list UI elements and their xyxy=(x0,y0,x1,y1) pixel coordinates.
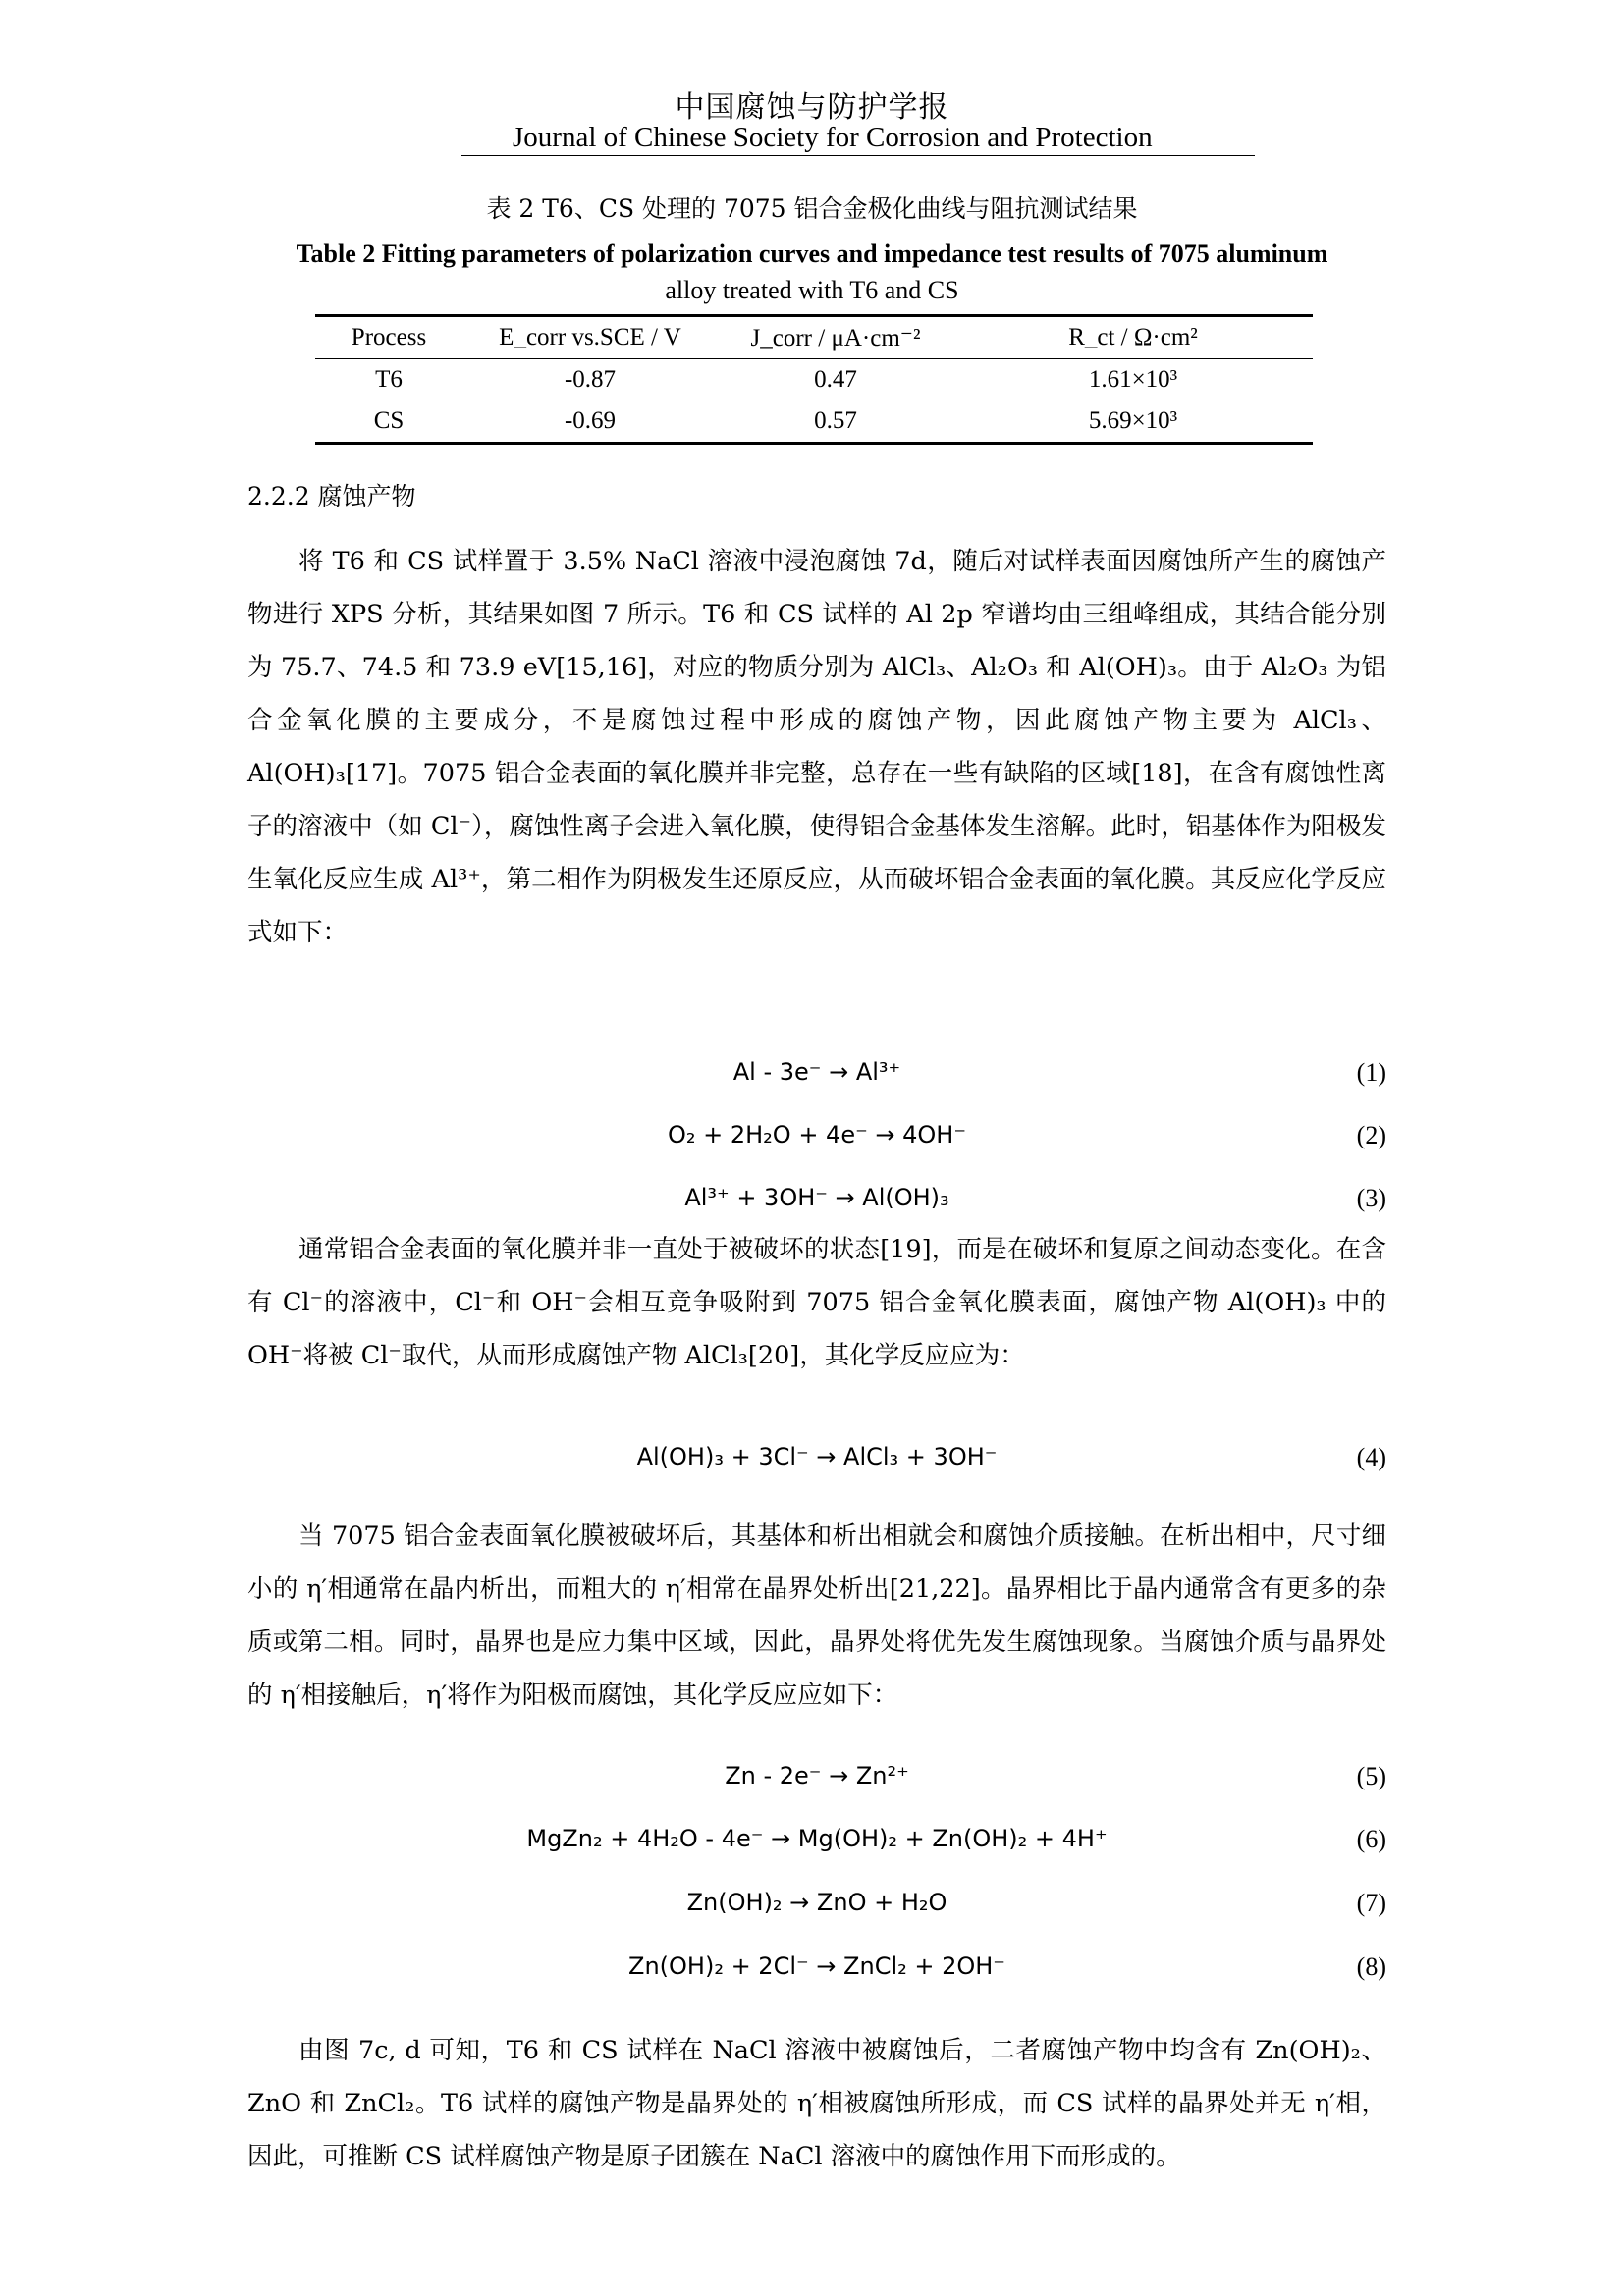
journal-title-en: Journal of Chinese Society for Corrosion and Protection xyxy=(461,122,1255,156)
equation-number: (7) xyxy=(1356,1889,1386,1917)
table-caption-cn: 表 2 T6、CS 处理的 7075 铝合金极化曲线与阻抗测试结果 xyxy=(486,194,1138,223)
paragraph-conclusion: 由图 7c, d 可知，T6 和 CS 试样在 NaCl 溶液中被腐蚀后，二者腐蚀产物中均含有 Zn(OH)₂、ZnO 和 ZnCl₂。T6 试样的腐蚀产物是晶界处的 η′相被腐蚀所形成，而 CS 试样的晶界处并无 η′相，因此，可推断 CS 试样腐蚀产物是原子团簇在 NaCl 溶液中的腐蚀作用下而形成的。 xyxy=(247,2036,1386,2171)
equation-number: (8) xyxy=(1356,1952,1386,1981)
equation-formula: Zn - 2e⁻ → Zn²⁺ xyxy=(725,1762,909,1789)
equation-number: (3) xyxy=(1356,1184,1386,1212)
equation-2 xyxy=(247,1121,1386,1160)
table-header-row xyxy=(315,316,1313,359)
col-header-process: Process xyxy=(351,324,427,350)
table-cell: -0.69 xyxy=(564,407,617,434)
journal-title-cn: 中国腐蚀与防护学报 xyxy=(675,90,949,125)
equation-8 xyxy=(247,1952,1386,1992)
table-cell: 5.69×10³ xyxy=(1088,407,1178,434)
equation-formula: Al(OH)₃ + 3Cl⁻ → AlCl₃ + 3OH⁻ xyxy=(636,1443,998,1470)
equation-number: (4) xyxy=(1356,1443,1386,1471)
equation-number: (2) xyxy=(1356,1121,1386,1149)
equation-3 xyxy=(247,1184,1386,1223)
equation-4 xyxy=(247,1443,1386,1482)
equation-number: (1) xyxy=(1356,1058,1386,1087)
paragraph-oxide-film: 通常铝合金表面的氧化膜并非一直处于被破坏的状态[19]，而是在破坏和复原之间动态变化。在含有 Cl⁻的溶液中，Cl⁻和 OH⁻会相互竞争吸附到 7075 铝合金氧化膜表面，腐蚀产物 Al(OH)₃ 中的 OH⁻将被 Cl⁻取代，从而形成腐蚀产物 AlCl₃[20]，其化学反应应为： xyxy=(247,1235,1386,1370)
table-cell: 1.61×10³ xyxy=(1088,366,1178,393)
table-row xyxy=(315,400,1313,444)
equation-formula: O₂ + 2H₂O + 4e⁻ → 4OH⁻ xyxy=(667,1121,967,1148)
section-heading: 2.2.2 腐蚀产物 xyxy=(247,482,416,510)
table-cell: T6 xyxy=(375,366,403,393)
equation-5 xyxy=(247,1762,1386,1801)
equation-formula: Al³⁺ + 3OH⁻ → Al(OH)₃ xyxy=(684,1184,949,1211)
equation-formula: Al - 3e⁻ → Al³⁺ xyxy=(732,1058,901,1086)
table-cell: 0.57 xyxy=(814,407,857,434)
table-caption-en: Table 2 Fitting parameters of polarization curves and impedance test results of 7075 aluminum xyxy=(296,240,1328,268)
results-table xyxy=(315,314,1313,445)
equation-formula: Zn(OH)₂ + 2Cl⁻ → ZnCl₂ + 2OH⁻ xyxy=(628,1952,1005,1980)
equation-6 xyxy=(247,1825,1386,1864)
paragraph-precipitates: 当 7075 铝合金表面氧化膜被破坏后，其基体和析出相就会和腐蚀介质接触。在析出相中，尺寸细小的 η′相通常在晶内析出，而粗大的 η′相常在晶界处析出[21,22]。晶界相比于晶内通常含有更多的杂质或第二相。同时，晶界也是应力集中区域，因此，晶界处将优先发生腐蚀现象。当腐蚀介质与晶界处的 η′相接触后，η′将作为阳极而腐蚀，其化学反应应如下： xyxy=(247,1522,1386,1710)
equation-1 xyxy=(247,1058,1386,1097)
table-cell: CS xyxy=(373,407,405,434)
table-cell: 0.47 xyxy=(814,366,857,393)
col-header-rct: R_ct / Ω·cm² xyxy=(1068,324,1198,350)
equation-7 xyxy=(247,1889,1386,1928)
equation-number: (5) xyxy=(1356,1762,1386,1790)
col-header-jcorr: J_corr / μA·cm⁻² xyxy=(750,325,921,351)
table-caption-en-line2: alloy treated with T6 and CS xyxy=(665,276,959,304)
table-cell: -0.87 xyxy=(564,366,617,393)
paragraph-corrosion-products: 将 T6 和 CS 试样置于 3.5% NaCl 溶液中浸泡腐蚀 7d，随后对试样表面因腐蚀所产生的腐蚀产物进行 XPS 分析，其结果如图 7 所示。T6 和 CS 试样的 Al 2p 窄谱均由三组峰组成，其结合能分别为 75.7、74.5 和 73.9 eV[15,16]，对应的物质分别为 AlCl₃、Al₂O₃ 和 Al(OH)₃。由于 Al₂O₃ 为铝合金氧化膜的主要成分，不是腐蚀过程中形成的腐蚀产物，因此腐蚀产物主要为 AlCl₃、Al(OH)₃[17]。7075 铝合金表面的氧化膜并非完整，总存在一些有缺陷的区域[18]，在含有腐蚀性离子的溶液中（如 Cl⁻），腐蚀性离子会进入氧化膜，使得铝合金基体发生溶解。此时，铝基体作为阳极发生氧化反应生成 Al³⁺，第二相作为阴极发生还原反应，从而破坏铝合金表面的氧化膜。其反应化学反应式如下： xyxy=(247,547,1386,947)
table-row xyxy=(315,359,1313,401)
equation-formula: MgZn₂ + 4H₂O - 4e⁻ → Mg(OH)₂ + Zn(OH)₂ + 4H⁺ xyxy=(526,1825,1108,1852)
equation-number: (6) xyxy=(1356,1825,1386,1853)
col-header-ecorr: E_corr vs.SCE / V xyxy=(499,324,681,350)
equation-formula: Zn(OH)₂ → ZnO + H₂O xyxy=(686,1889,947,1916)
